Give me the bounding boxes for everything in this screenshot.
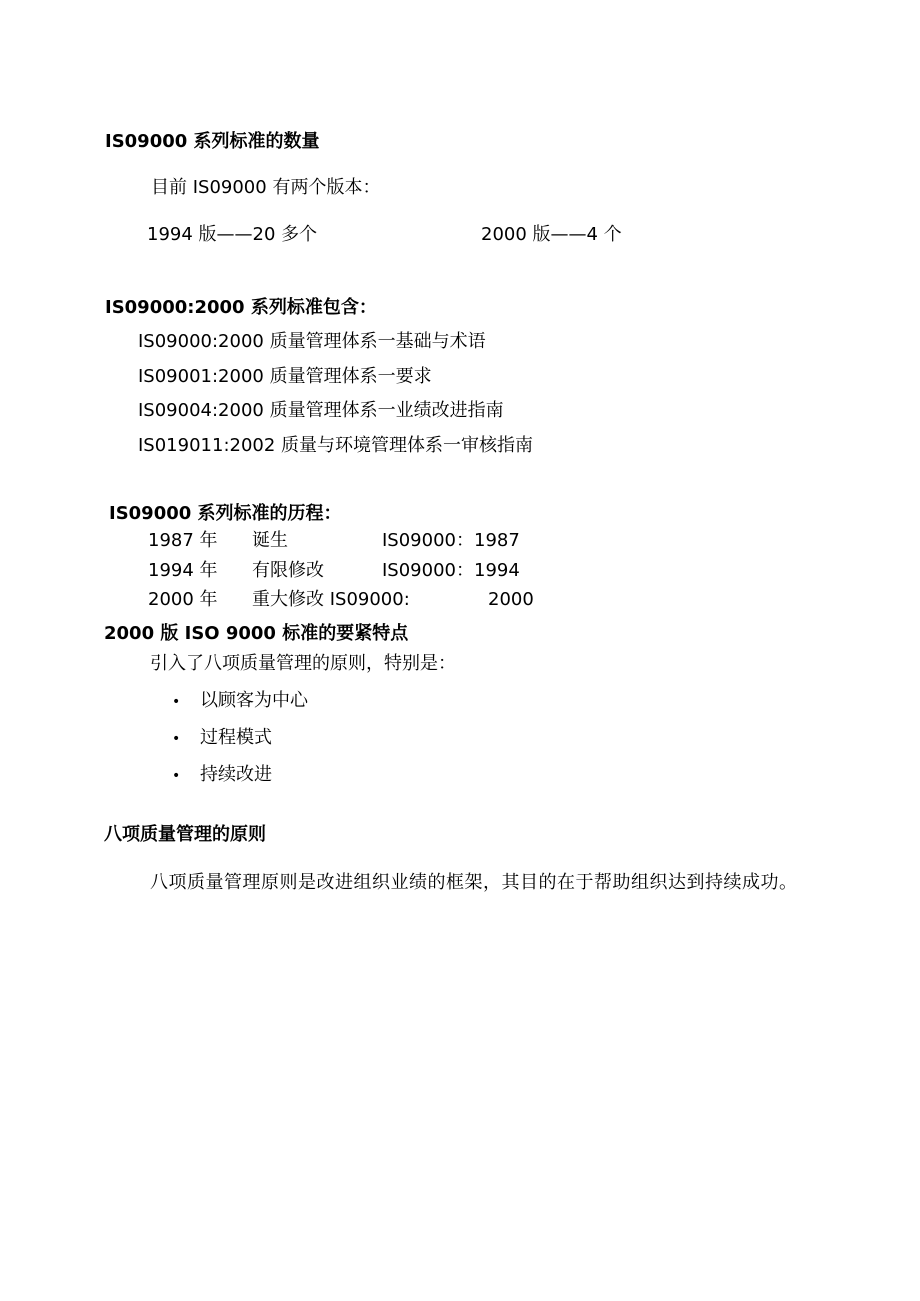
history-standard: IS09000：1994 — [382, 560, 520, 581]
standard-list-item: IS09001:2000 质量管理体系一要求 — [138, 366, 432, 387]
history-year: 1994 年 — [148, 560, 218, 581]
version-2000-text: 2000 版——4 个 — [481, 224, 622, 245]
section-heading-features: 2000 版 ISO 9000 标准的要紧特点 — [104, 623, 409, 644]
version-1994-text: 1994 版——20 多个 — [147, 224, 318, 245]
section-heading-contents: IS09000:2000 系列标准包含： — [105, 297, 377, 318]
versions-intro-text: 目前 IS09000 有两个版本： — [151, 177, 381, 198]
section-heading-principles: 八项质量管理的原则 — [104, 824, 266, 845]
history-standard: IS09000：1987 — [382, 530, 520, 551]
feature-bullet-item: 以顾客为中心 — [200, 690, 308, 711]
standard-list-item: IS019011:2002 质量与环境管理体系一审核指南 — [138, 435, 534, 456]
standard-list-item: IS09000:2000 质量管理体系一基础与术语 — [138, 331, 486, 352]
principles-intro-text: 引入了八项质量管理的原则，特别是： — [150, 653, 456, 674]
feature-bullet-item: 过程模式 — [200, 727, 272, 748]
bullet-icon: • — [172, 768, 181, 784]
history-year: 1987 年 — [148, 530, 218, 551]
feature-bullet-item: 持续改进 — [200, 764, 272, 785]
principles-paragraph: 八项质量管理原则是改进组织业绩的框架，其目的在于帮助组织达到持续成功。 — [150, 872, 798, 893]
bullet-icon: • — [172, 694, 181, 710]
history-event: 重大修改 IS09000: — [252, 589, 410, 610]
section-heading-quantity: IS09000 系列标准的数量 — [105, 131, 320, 152]
history-standard: 2000 — [488, 589, 534, 610]
section-heading-history: IS09000 系列标准的历程： — [109, 503, 342, 524]
history-event: 有限修改 — [252, 560, 324, 581]
bullet-icon: • — [172, 731, 181, 747]
history-event: 诞生 — [252, 530, 288, 551]
history-year: 2000 年 — [148, 589, 218, 610]
standard-list-item: IS09004:2000 质量管理体系一业绩改进指南 — [138, 400, 504, 421]
